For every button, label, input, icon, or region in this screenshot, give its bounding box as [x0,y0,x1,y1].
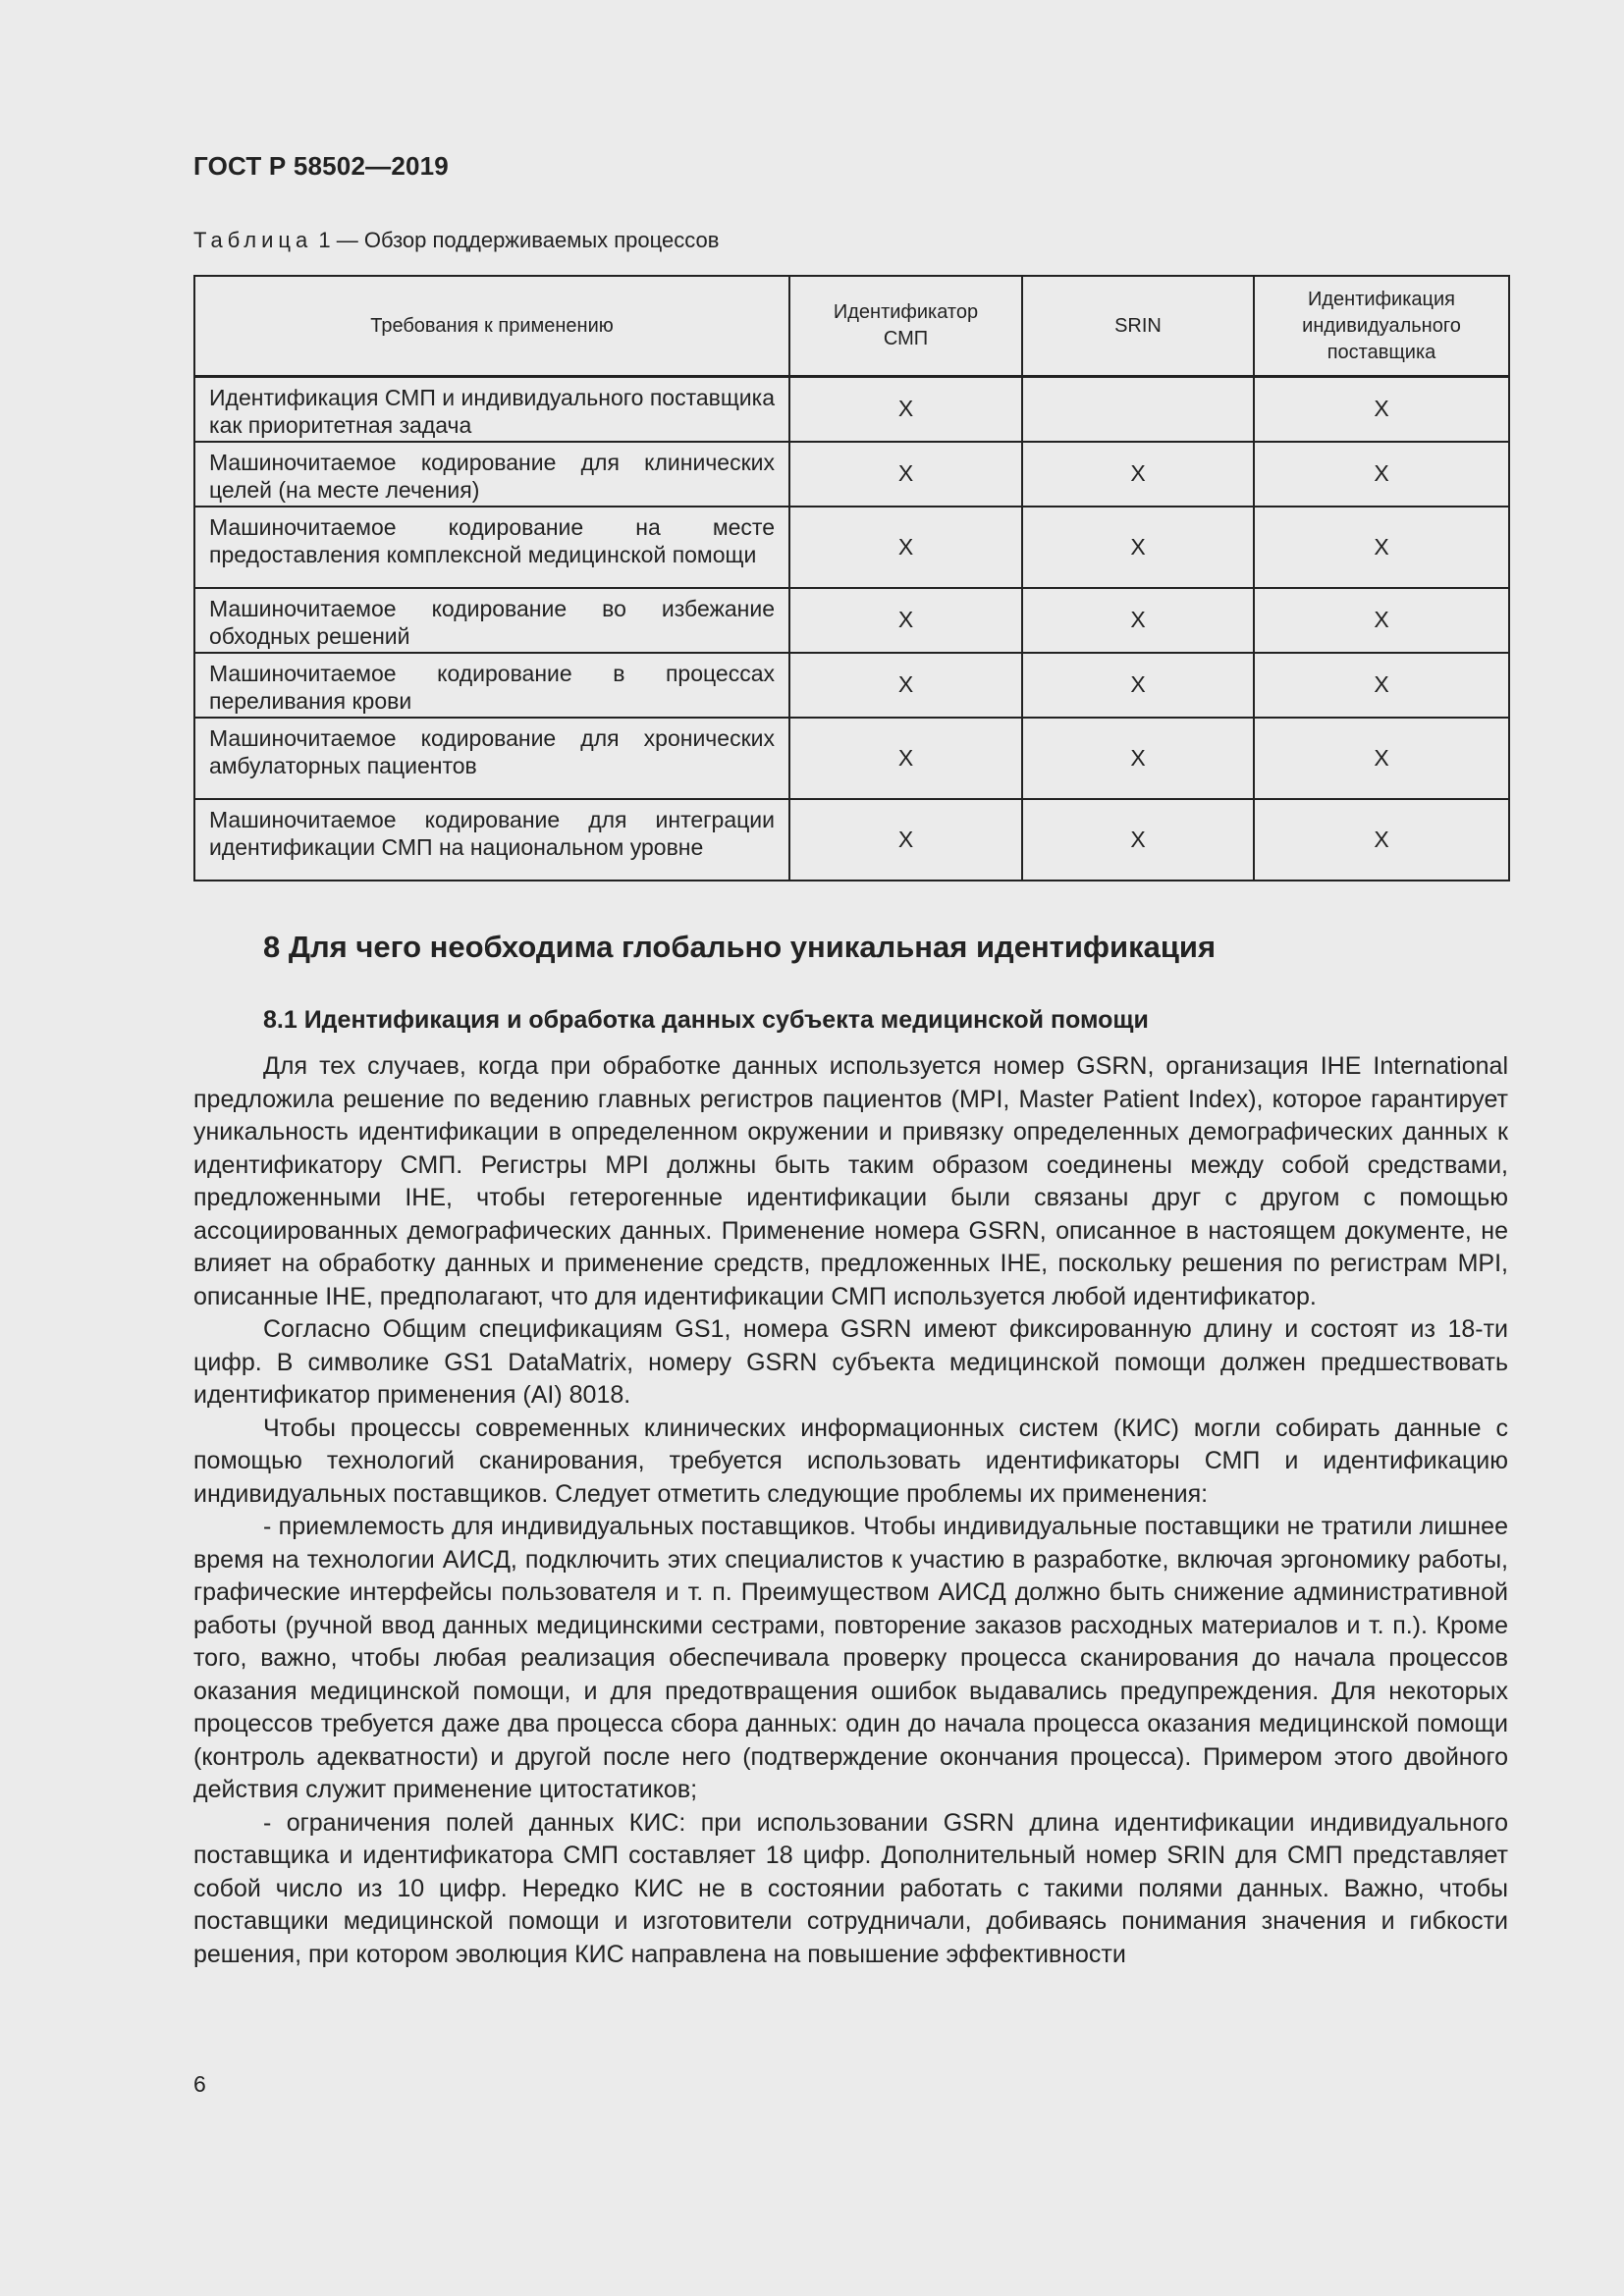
table-caption-word: Таблица [193,228,313,252]
paragraph: Согласно Общим спецификациям GS1, номера GSRN имеют фиксированную длину и состоят из 18-ти цифр. В символике GS1 DataMatrix, номеру GSRN субъекта медицинской помощи должен предшествовать идентификатор применения (AI) 8018. [193,1315,1508,1409]
requirement-cell: Машиночитаемое кодирование для интеграции идентификации СМП на национальном уровне [194,799,789,881]
individual-id-cell: X [1254,718,1509,799]
individual-id-cell: X [1254,442,1509,507]
individual-id-cell: X [1254,507,1509,588]
column-header: SRIN [1022,276,1254,377]
requirement-cell: Машиночитаемое кодирование на месте предоставления комплексной медицинской помощи [194,507,789,588]
smp-id-cell: X [789,442,1022,507]
table-header-row [194,276,1509,377]
paragraph: Для тех случаев, когда при обработке данных используется номер GSRN, организация IHE International предложила решение по ведению главных регистров пациентов (MPI, Master Patient Index), которое гарантирует уникальность идентификации в определенном окружении и привязку определенных демографических данных к идентификатору СМП. Регистры MPI должны быть таким образом соединены между собой средствами, предложенными IHE, чтобы гетерогенные идентификации были связаны друг с другом с помощью ассоциированных демографических данных. Применение номера GSRN, описанное в настоящем документе, не влияет на обработку данных и применение средств, предложенных IHE, поскольку решения по регистрам MPI, описанные IHE, предполагают, что для идентификации СМП используется любой идентификатор. [193,1052,1508,1310]
srin-cell: X [1022,442,1254,507]
requirement-cell: Машиночитаемое кодирование для клинических целей (на месте лечения) [194,442,789,507]
individual-id-cell: X [1254,377,1509,442]
smp-id-cell: X [789,799,1022,881]
srin-cell: X [1022,653,1254,718]
smp-id-cell: X [789,718,1022,799]
body-text [193,1050,1508,1971]
srin-cell: X [1022,718,1254,799]
individual-id-cell: X [1254,588,1509,653]
smp-id-cell: X [789,588,1022,653]
srin-cell: X [1022,588,1254,653]
srin-cell: X [1022,799,1254,881]
individual-id-cell: X [1254,799,1509,881]
table-row [194,653,1509,718]
column-header-text: Идентификация индивидуального поставщика [1302,288,1461,363]
table-row [194,799,1509,881]
table-row [194,507,1509,588]
column-header [1254,276,1509,377]
section-heading: 8 Для чего необходима глобально уникальная идентификация [263,930,1217,964]
srin-cell: X [1022,507,1254,588]
individual-id-cell: X [1254,653,1509,718]
paragraph: Чтобы процессы современных клинических информационных систем (КИС) могли собирать данные с помощью технологий сканирования, требуется использовать идентификаторы СМП и идентификацию индивидуальных поставщиков. Следует отметить следующие проблемы их применения: [193,1414,1508,1508]
srin-cell [1022,377,1254,442]
page-number: 6 [193,2071,206,2097]
requirement-cell: Идентификация СМП и индивидуального поставщика как приоритетная задача [194,377,789,442]
table-caption [193,228,719,253]
list-item: - ограничения полей данных КИС: при использовании GSRN длина идентификации индивидуального поставщика и идентификатора СМП составляет 18 цифр. Дополнительный номер SRIN для СМП представляет собой число из 10 цифр. Нередко КИС не в состоянии работать с такими полями данных. Важно, чтобы поставщики медицинской помощи и изготовители сотрудничали, добиваясь понимания значения и гибкости решения, при котором эволюция КИС направлена на повышение эффективности [193,1808,1508,1968]
requirements-table [193,275,1510,881]
smp-id-cell: X [789,507,1022,588]
table-row [194,718,1509,799]
subsection-heading: 8.1 Идентификация и обработка данных субъекта медицинской помощи [263,1006,1149,1034]
list-item: - приемлемость для индивидуальных поставщиков. Чтобы индивидуальные поставщики не тратили лишнее время на технологии АИСД, подключить этих специалистов к участию в разработке, включая эргономику работы, графические интерфейсы пользователя и т. п. Преимуществом АИСД должно быть снижение административной работы (ручной ввод данных медицинскими сестрами, повторение заказов расходных материалов и т. п.). Кроме того, важно, чтобы любая реализация обеспечивала проверку процесса сканирования до начала процессов оказания медицинской помощи, и для предотвращения ошибок выдавались предупреждения. Для некоторых процессов требуется даже два процесса сбора данных: один до начала процесса оказания медицинской помощи (контроль адекватности) и другой после него (подтверждение окончания процесса). Примером этого двойного действия служит применение цитостатиков; [193,1513,1508,1803]
table-row [194,377,1509,442]
requirement-cell: Машиночитаемое кодирование во избежание обходных решений [194,588,789,653]
column-header [789,276,1022,377]
standard-header: ГОСТ Р 58502—2019 [193,151,449,181]
requirement-cell: Машиночитаемое кодирование для хронических амбулаторных пациентов [194,718,789,799]
column-header-text: Идентификатор СМП [833,301,979,349]
smp-id-cell: X [789,377,1022,442]
table-row [194,588,1509,653]
smp-id-cell: X [789,653,1022,718]
table-caption-rest: 1 — Обзор поддерживаемых процессов [312,228,720,252]
table-row [194,442,1509,507]
column-header: Требования к применению [194,276,789,377]
requirement-cell: Машиночитаемое кодирование в процессах переливания крови [194,653,789,718]
